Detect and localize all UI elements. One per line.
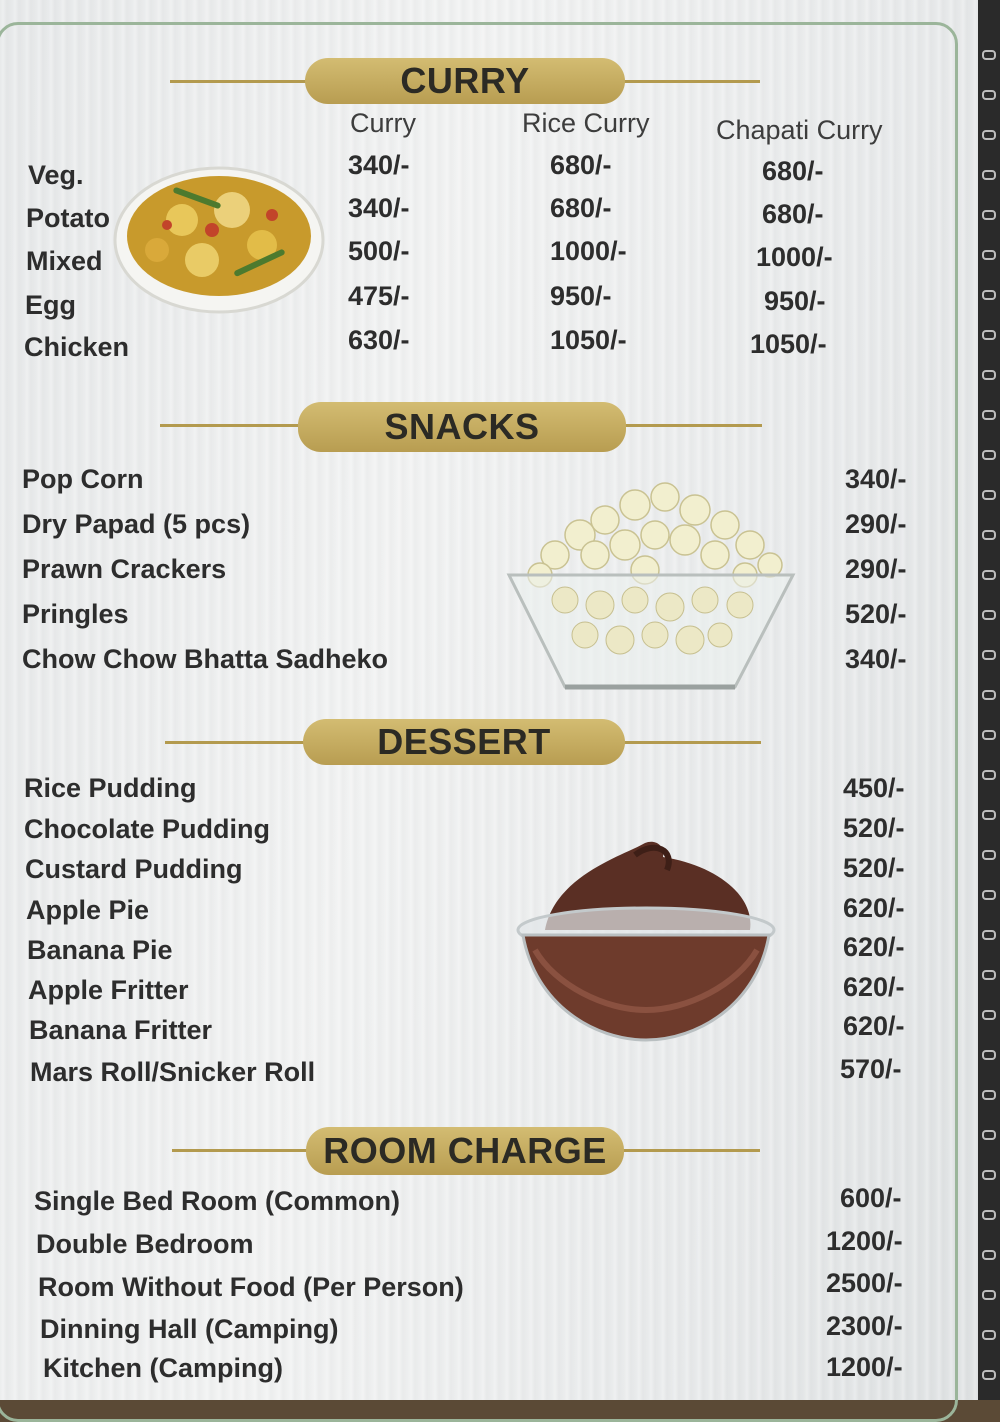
room-item-price: 2300/-: [826, 1311, 903, 1341]
snack-item-price: 520/-: [845, 599, 907, 629]
dessert-banner: [165, 719, 761, 765]
dessert-item-name: Apple Pie: [26, 895, 150, 925]
col-header-rice-curry: Rice Curry: [522, 108, 650, 138]
room-item-name: Dinning Hall (Camping): [40, 1314, 339, 1344]
room-item-name: Double Bedroom: [36, 1229, 254, 1259]
curry-bowl-image: [112, 150, 327, 320]
chapati-curry-price: 680/-: [762, 156, 824, 186]
rice-curry-price: 680/-: [550, 150, 612, 180]
curry-price: 475/-: [348, 281, 410, 311]
col-header-chapati-curry: Chapati Curry: [716, 115, 883, 145]
room-item-name: Kitchen (Camping): [43, 1353, 283, 1383]
room-charge-title: ROOM CHARGE: [306, 1127, 624, 1175]
snack-item-name: Dry Papad (5 pcs): [22, 509, 251, 539]
snack-item-price: 290/-: [845, 554, 907, 584]
dessert-item-name: Mars Roll/Snicker Roll: [30, 1057, 316, 1087]
dessert-item-price: 620/-: [843, 893, 905, 923]
dessert-item-price: 520/-: [843, 813, 905, 843]
dessert-item-name: Banana Pie: [27, 935, 173, 965]
rice-curry-price: 1050/-: [550, 325, 627, 355]
room-item-price: 2500/-: [826, 1268, 903, 1298]
chapati-curry-price: 950/-: [764, 286, 826, 316]
snack-item-name: Pop Corn: [22, 464, 144, 494]
dessert-item-name: Rice Pudding: [24, 773, 197, 803]
snack-item-name: Chow Chow Bhatta Sadheko: [22, 644, 389, 674]
curry-item-name: Chicken: [24, 332, 130, 362]
curry-item-name: Mixed: [26, 246, 103, 276]
chapati-curry-price: 1000/-: [756, 242, 833, 272]
snack-item-price: 340/-: [845, 644, 907, 674]
rice-curry-price: 1000/-: [550, 236, 627, 266]
chocolate-pudding-image: [515, 835, 777, 1047]
rice-curry-price: 680/-: [550, 193, 612, 223]
binder-rings: [978, 0, 1000, 1400]
curry-item-name: Egg: [25, 290, 76, 320]
curry-price: 500/-: [348, 236, 410, 266]
dessert-item-price: 450/-: [843, 773, 905, 803]
dessert-item-price: 620/-: [843, 1011, 905, 1041]
rice-curry-price: 950/-: [550, 281, 612, 311]
room-item-name: Single Bed Room (Common): [34, 1186, 400, 1216]
room-charge-banner: [172, 1127, 760, 1173]
dessert-item-name: Chocolate Pudding: [24, 814, 270, 844]
chapati-curry-price: 1050/-: [750, 329, 827, 359]
curry-price: 340/-: [348, 193, 410, 223]
curry-item-name: Potato: [26, 203, 110, 233]
dessert-item-name: Apple Fritter: [28, 975, 189, 1005]
room-item-name: Room Without Food (Per Person): [38, 1272, 464, 1302]
room-item-price: 1200/-: [826, 1226, 903, 1256]
curry-item-name: Veg.: [28, 160, 84, 190]
snacks-banner: [160, 402, 762, 448]
room-item-price: 600/-: [840, 1183, 902, 1213]
snack-item-price: 290/-: [845, 509, 907, 539]
curry-title: CURRY: [305, 58, 625, 104]
snacks-title: SNACKS: [298, 402, 626, 452]
dessert-item-name: Custard Pudding: [25, 854, 243, 884]
snack-item-name: Pringles: [22, 599, 129, 629]
curry-price: 340/-: [348, 150, 410, 180]
snack-item-price: 340/-: [845, 464, 907, 494]
col-header-curry: Curry: [350, 108, 416, 138]
popcorn-bowl-image: [505, 475, 797, 697]
dessert-item-price: 520/-: [843, 853, 905, 883]
curry-price: 630/-: [348, 325, 410, 355]
dessert-title: DESSERT: [303, 719, 625, 765]
snack-item-name: Prawn Crackers: [22, 554, 227, 584]
curry-banner: [170, 58, 760, 104]
chapati-curry-price: 680/-: [762, 199, 824, 229]
dessert-item-price: 570/-: [840, 1054, 902, 1084]
dessert-item-price: 620/-: [843, 972, 905, 1002]
room-item-price: 1200/-: [826, 1352, 903, 1382]
dessert-item-name: Banana Fritter: [29, 1015, 213, 1045]
dessert-item-price: 620/-: [843, 932, 905, 962]
